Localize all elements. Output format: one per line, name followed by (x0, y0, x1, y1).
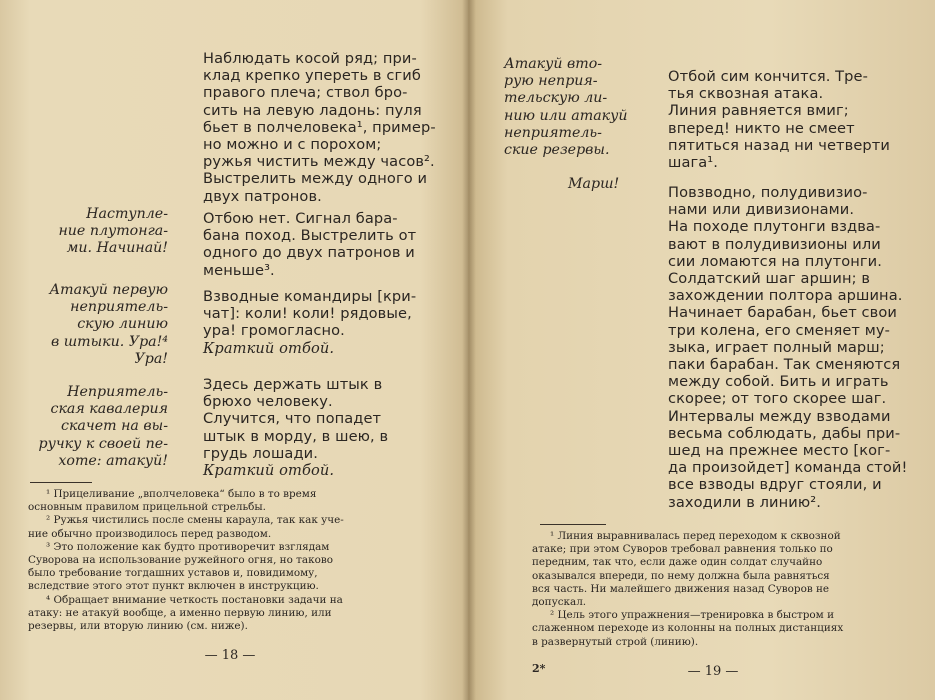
note-line: ми. Начинай! (66, 240, 168, 257)
italic-line: Краткий отбой. (203, 339, 335, 357)
text-line: одного до двух патронов и (203, 244, 415, 262)
footnote-line: было требование тогдашних уставов и, повидимому, (28, 567, 318, 580)
page-number-left: — 18 — (204, 648, 256, 663)
main-block-1 (203, 50, 436, 205)
text-line: шед на прежнее место [ког- (668, 442, 891, 460)
note-line: нию или атакуй (504, 107, 628, 124)
footnote-line: допускал. (532, 596, 587, 609)
footnote-line: слаженном переходе из колонны на полных дистанциях (532, 622, 844, 635)
text-line: На походе плутонги вздва- (668, 218, 881, 236)
text-line: между собой. Бить и играть (668, 373, 889, 391)
signature-mark: 2* (532, 662, 546, 675)
text-line: правого плеча; ствол бро- (203, 84, 408, 102)
text-line: ружья чистить между часов². (203, 153, 435, 171)
main-block-3 (203, 288, 417, 357)
note-line: неприятель- (70, 299, 168, 316)
margin-note-2 (20, 282, 168, 368)
footnote-rule (540, 524, 606, 525)
text-line: пятиться назад ни четверти (668, 136, 890, 154)
footnote-line: оказывался впереди, по нему должна была равняться (532, 569, 830, 582)
text-line: Здесь держать штык в (203, 376, 383, 393)
footnote-line: резервы, или вторую линию (см. ниже). (28, 620, 248, 633)
footnote-rule (30, 482, 92, 483)
note-line: ская кавалерия (50, 401, 168, 418)
text-line: Отбой сим кончится. Тре- (668, 68, 868, 85)
main-block-2 (203, 210, 417, 279)
text-line: бьет в полчеловека¹, пример- (203, 118, 436, 136)
note-line: ручку к своей пе- (38, 435, 168, 452)
text-line: Взводные командиры [кри- (203, 288, 417, 305)
italic-line: Краткий отбой. (203, 462, 335, 480)
text-line: Интервалы между взводами (668, 407, 891, 425)
footnote-line: ³ Это положение как будто противоречит взглядам (46, 540, 330, 553)
footnote-3 (28, 541, 413, 594)
text-line: да произойдет] команда стой! (668, 459, 908, 477)
text-line: Линия равняется вмиг; (668, 102, 849, 120)
text-line: Выстрелить между одного и (203, 170, 428, 188)
text-line: шага¹. (668, 154, 718, 172)
text-line: ура! громогласно. (203, 322, 345, 340)
footnote-line: ¹ Линия выравнивалась перед переходом к сквозной (550, 530, 841, 542)
margin-note-3 (20, 384, 168, 470)
text-line: нами или дивизионами. (668, 201, 855, 219)
text-line: Отбою нет. Сигнал бара- (203, 210, 398, 227)
footnote-2 (532, 609, 927, 649)
text-line: вперед! никто не смеет (668, 119, 855, 137)
footnote-line: вследствие этого этот пункт включен в инструкцию. (28, 580, 319, 593)
text-line: клад крепко уперeть в сгиб (203, 67, 421, 85)
text-line: Повзводно, полудивизио- (668, 184, 868, 201)
margin-note-right-2 (568, 176, 648, 193)
text-line: Солдатский шаг аршин; в (668, 270, 871, 288)
text-line: бана поход. Выстрелить от (203, 227, 417, 245)
footnote-line: вся часть. Ни малейшего движения назад Суворов не (532, 582, 830, 595)
main-block-right-2 (668, 184, 913, 511)
main-block-right-1 (668, 68, 913, 171)
text-line: брюхо человеку. (203, 393, 333, 411)
footnote-line: в развернутый строй (линию). (532, 635, 699, 648)
note-line: скачет на вы- (61, 418, 168, 435)
note-line: Атакуй вто- (504, 56, 603, 72)
footnote-line: ¹ Прицеливание „вполчеловека“ было в то время (46, 488, 317, 500)
page-number-right: — 19 — (687, 664, 739, 679)
margin-note-right-1 (504, 56, 656, 159)
text-line: весьма соблюдать, дабы при- (668, 424, 901, 442)
note-line: тельскую ли- (504, 90, 608, 107)
text-line: Случится, что попадет (203, 410, 382, 428)
main-block-4 (203, 376, 393, 479)
footnote-line: атаке; при этом Суворов требовал равнения только по (532, 543, 833, 556)
note-line: неприятель- (504, 124, 602, 141)
note-line: ние плутонга- (58, 223, 168, 240)
text-line: но можно и с порохом; (203, 136, 382, 154)
note-line: в штыки. Ура!⁴ (50, 333, 168, 350)
text-line: чат]: коли! коли! рядовые, (203, 305, 412, 323)
text-line: Наблюдать косой ряд; при- (203, 50, 417, 67)
text-line: Начинает барабан, бьет свои (668, 304, 897, 322)
book-gutter (462, 0, 476, 700)
note-line: Наступле- (86, 206, 168, 222)
text-line: зыка, играет полный марш; (668, 338, 885, 356)
footnote-2 (28, 514, 413, 540)
note-line: Марш! (568, 176, 620, 192)
text-line: сить на левую ладонь: пуля (203, 101, 422, 119)
footnote-1 (28, 488, 413, 514)
footnote-line: Суворова на использование ружейного огня, но таково (28, 554, 333, 567)
note-line: хоте: атакуй! (58, 452, 168, 469)
footnote-line: ² Цель этого упражнения—тренировка в быстром и (550, 609, 834, 622)
text-line: паки барабан. Так сменяются (668, 356, 901, 374)
text-line: грудь лошади. (203, 444, 318, 462)
text-line: вают в полудивизионы или (668, 235, 881, 253)
text-line: все взводы вдруг стояли, и (668, 476, 882, 494)
footnotes-right (532, 530, 927, 649)
text-line: скорее; от того скорее шаг. (668, 390, 887, 408)
note-line: рую неприя- (504, 73, 598, 90)
text-line: захождении полтора аршина. (668, 287, 903, 305)
text-line: двух патронов. (203, 187, 322, 205)
text-line: сии ломаются на плутонги. (668, 252, 882, 270)
footnote-line: передним, так что, если даже один солдат случайно (532, 556, 823, 569)
footnote-line: ⁴ Обращает внимание четкость постановки задачи на (46, 593, 343, 606)
text-line: штык в морду, в шею, в (203, 427, 389, 445)
note-line: ские резервы. (504, 142, 610, 159)
footnote-4 (28, 594, 413, 634)
text-line: тья сквозная атака. (668, 85, 824, 103)
note-line: скую линию (77, 316, 168, 333)
note-line: Атакуй первую (49, 282, 168, 298)
text-line: заходили в линию². (668, 493, 821, 511)
note-line: Ура! (134, 350, 168, 367)
note-line: Неприятель- (67, 384, 168, 400)
footnote-line: атаку: не атакуй вообще, а именно первую линию, или (28, 606, 332, 619)
footnote-1 (532, 530, 927, 609)
text-line: три колена, его сменяет му- (668, 321, 890, 339)
footnote-line: ² Ружья чистились после смены караула, так как уче- (46, 514, 344, 527)
footnotes-left (28, 488, 413, 633)
right-page (468, 0, 935, 700)
text-line: меньше³. (203, 261, 275, 279)
footnote-line: основным правилом прицельной стрельбы. (28, 501, 266, 514)
footnote-line: ние обычно производилось перед разводом. (28, 527, 272, 540)
margin-note-1 (20, 206, 168, 258)
